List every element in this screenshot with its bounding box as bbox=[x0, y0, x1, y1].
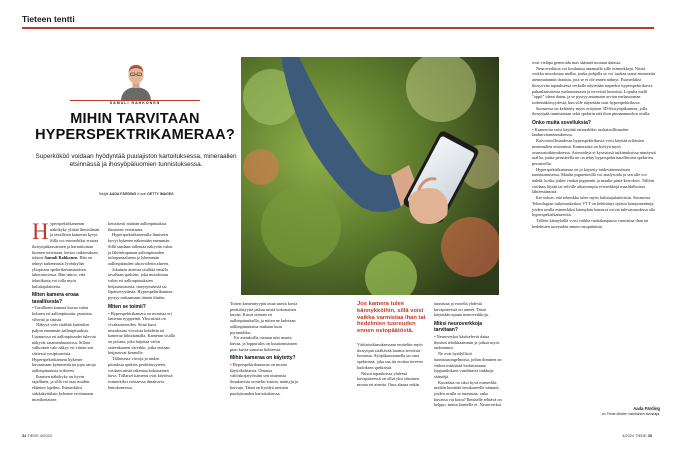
footer-mag-right: TIEDE bbox=[635, 433, 647, 438]
paragraph: Itse uskon, että tekniikka tulee myös kuluttajalaitteisiin. Suomessa Teknologian tutkimuskeskus VTT on kehittänyt optisia komponentteja, joiden avulla esimerkiksi kännykän kamerat voivat tulevaisuudessa olla hyperspektrikameroita. bbox=[532, 195, 656, 218]
text-column-4 bbox=[357, 342, 425, 388]
signature-name: Aada Färding bbox=[633, 406, 660, 411]
subheading-difference: Miten kamera eroaa tavallisesta? bbox=[32, 292, 79, 305]
paragraph: Toisen kameratyypin ottaa useita kuvia perättäisyyttä jatkuu niistä kokonaisen kuvan. Kuvat otetaan eri aallonpituuksilla, ja niiten ne ladotaan aallonpituuksina mukaan kuin pyramidiksi. bbox=[230, 301, 298, 335]
paragraph: Tällöin kännykällä voisi vaikka ruokakaupassa varmistaa ihan tai hedelmien tuoreuden ennen ostopäätöstä. bbox=[532, 217, 649, 229]
text-column-2 bbox=[108, 221, 176, 390]
text-column-6 bbox=[532, 60, 656, 229]
pull-quote: Jos kamera tulee kännykköihin, sillä voisi vaikka varmistaa ihan tai hedelmien tuoreuden ennen ostopäätöstä. bbox=[357, 301, 426, 335]
paragraph: Hyperspektrikameralla ihmiseen kyvyt kykenee näkemään enemmän. Sillä saadaan tallentaa näkyvän valon ja lähiinfrapunan aallonpituuden infrapunaalueen ja lyhemmän aallonpituuden ultravioletin alueen. bbox=[108, 232, 173, 266]
credits-prefix: Tekijät bbox=[98, 192, 109, 196]
paragraph: Näkyvä valo sisältää kuitenkin paljon enemmän aallonpituuksia. Luonnossa eri aallonpituudet tuleviat näkyvät satamenhaaroissa. Silloin valkoinen valo näkyy eri värein sen siirtessä vesipisaroista. Hyperspektrikamera kykenee kuvaamaan kymmeniä tai jopa satoja aallonpituuksia erikseen. bbox=[32, 322, 96, 374]
page-number-right: 35 bbox=[647, 433, 652, 438]
article-credits bbox=[32, 192, 240, 196]
paragraph: Kuvadata on siksi hyvä esimerkki: mitäön kiinittää tietokoneelle säännöt, joiden avulla se tunnistaa, onko kuvassa vai koira? Ihmiselle tehtävä on helppo, mutta koneelle ei. Neuroverkot bbox=[434, 379, 502, 408]
author-signature bbox=[530, 406, 660, 416]
paragraph: ▪ Hyperspektrikameraa on monia käyttökohtaista. Omassa väitöskirjatyössäni sen ottamista ilmakuvista erottelin kuusia, mäntyjä ja koivuja. Tämä on hyödyä metsien puulajisuuden kartoituksessa. bbox=[230, 362, 298, 396]
footer-left bbox=[22, 433, 52, 438]
paragraph: Suomessa on kehitetty myös erityinen 3D-ihosyöpäkamera, jolla ihosyöpää tunnistetaan sekä spektrin että ihon pinnanmuodon avulla. bbox=[532, 105, 651, 117]
paragraph: ▪ Tavallinen kamera kuvaa valon kolmea eri aallonpituutta: punaista, vihreää ja sinistä. bbox=[32, 305, 93, 322]
credits-photo: GETTY IMAGES bbox=[147, 192, 174, 196]
paragraph: Ne ovat hyödyllisiä tunnistusongelmissa, joihin ihminen on vaikea määrittää luokittamaan lopputuloksen vaadittavia tiukkoja sääntöjä. bbox=[434, 351, 502, 379]
subheading-neural-networks: Miksi neuroverkkoja tarvitaan? bbox=[434, 321, 483, 334]
paragraph: Hyperspektrikameraa on jo käytetty taideväärennösten tunnistamisessa. Maalin pigmenteillä voi analysoida ja sen alle voi nähdä, koska jotkin vanhat pigmentit ja maalin pinta-kerrokset. Tällöin voidaan löytää tai selville aikaisempia ei-merkkejä maalikilboissa lähteestämistä. bbox=[532, 166, 655, 195]
section-label: Tieteen tentti bbox=[22, 14, 75, 24]
headline-line-1: MIHIN TARVITAAN bbox=[70, 111, 200, 127]
headline-line-2: HYPERSPEKTRIKAMERAA? bbox=[35, 127, 235, 143]
footer-issue-left: 4/2024 bbox=[39, 433, 52, 438]
article-headline bbox=[30, 111, 240, 143]
subheading-uses: Mihin kameraa on käytetty? bbox=[230, 355, 296, 362]
drop-cap: H bbox=[32, 218, 49, 244]
paragraph: Väitöstutkimuksessani erotteltin myös ihosyöpiä sisältävää luomia terveistä luomista. Syöpäkasvaimella on oma spektrinsä, joka saa tin erottaa terveen kudoksen spektristä. bbox=[357, 342, 423, 370]
footer-issue-right: 4/2024 bbox=[622, 433, 635, 438]
article-lede: Superkököö voidaan hyödyntää puulajiston kartoituksessa, mineraalien etsinnässä ja ihosyöpäluomien tunnistuksessa. bbox=[35, 153, 237, 169]
page-number-left: 34 bbox=[22, 433, 27, 438]
footer-right bbox=[622, 433, 652, 438]
text-column-1 bbox=[32, 218, 100, 402]
paragraph: Niissä tapauksissa yhdessä kuvapisteessä on ollut yksi tekninen monta eri ainetta. Oma alansa onkin bbox=[357, 370, 420, 387]
grocery-phone-photo-icon bbox=[241, 57, 499, 295]
paragraph: ovat vieläpa generoida mas säännöt moraan datasta. bbox=[532, 60, 622, 65]
paragraph: Jokainen aineosa sisältää omalla tavallaan spektrin, joka muodostuu valon eri aallonpituuksien heijastumisesta, imeytymisestä tai läpäisevyydestä. Hyperspektrikamera pystyy mittaamaan tämän ilmiön. bbox=[108, 266, 173, 301]
paragraph: Tällaisesta viivoja ja niiden pituuksia spektrit perättäisyyteen, voidaan niistä rakentaa kokonainen kuva. Tällaiset kamerat ovat käytössä esimerkiksi viettaessa ilmakuvia lentokoneesta. bbox=[108, 356, 173, 390]
subheading-other-applications: Onko muita sovelluksia? bbox=[532, 120, 591, 127]
author-name: SAMULI RAHKONEN bbox=[109, 101, 161, 105]
paragraph: ▪ Neuroverkot käsittelevät dataa ihmisiä tehokkaammin ja jotkaa myös tarkemmin. bbox=[434, 334, 500, 351]
paragraph: Neuroverkkoa voi koulutusa antamalla sille esimerkkejä. Niistä verkko muodostaa mallin, jonka pohjalla se voi tuottaa uusia ennustettä aiemmattamin dataista, jota se ei ole ennen nähnyt. Esimerkiksi ihosyövän tapauksessa verkolle näytetään tarpeeksi hyperspektrikuvia pahanlaatuisesta melanoomasta ja terveistä luomista. Lopulta malli "oppii" idean datan, ja se pystyy antamaan arvion melanooman todennäköisyydestä, kun sille näytetään uusi hyperspektrikuva. bbox=[532, 65, 655, 105]
intro-paragraph: Hyperspektrikameran näkökyky ylittää ihmisilmän ja tavallisen kameran kyvyt. Sillä voi esimerkiksi erottaa ihosyöpäkasvaimen ja harmittoman luomen toisistaan, kertoo tutkimuksen tohtori Samuli Rahkonen. Hän on tehnyt tarkennusta Jyväskylän yliopiston spektrikuvantamisen laboratoriossa. Hän uskoo, että tekniikasta voi tulla myös kuluttajalaitteita. bbox=[32, 218, 100, 289]
paragraph: ▪ Kameroita voisi käyttää esimerkiksi ruokateollisuuden laadunvarmennuksessa. bbox=[532, 126, 629, 138]
paragraph: Ihmisen näkökyky on hyvin rajallinen, ja sillä voi taas muihin eläinten lajeihin. Esimerkiksi sirkkakyttälain kykenee erottamaan monikertaisen bbox=[32, 373, 94, 402]
credits-kuvat: Kuvat bbox=[137, 192, 147, 196]
paragraph: Eri asetuksilla otetaan niin monta kuvaa, ja lopputulos on kuutionmainen pino kuvia samasta kohteesta. bbox=[230, 335, 297, 352]
signature-role: on Tiede-lehden vakituinen avustaja. bbox=[601, 411, 660, 416]
text-column-3 bbox=[230, 301, 298, 396]
text-column-5 bbox=[434, 301, 502, 408]
credits-writer: AADA FÄRDING bbox=[109, 192, 137, 196]
article-photo bbox=[241, 57, 499, 295]
footer-mag-left: TIEDE bbox=[27, 433, 39, 438]
author-portrait-icon bbox=[118, 60, 154, 100]
author-portrait bbox=[118, 60, 154, 100]
paragraph: tunnistaa ja erotella yhdestä kuvapisteestä eri aineet. Tässä käytetään apuna neuroverkkoja. bbox=[434, 301, 489, 318]
subheading-how-it-works: Miten se toimii? bbox=[108, 303, 146, 310]
section-rule bbox=[22, 27, 654, 29]
paragraph: ▪ Hyperspektrikamera on monissa eri laitteina tyyppeinä. Yksi niistä on vivakameroiden. Siinä kuva muodostuu viivoista kohdetta tai kameraa liikuttamalla. Kameran sisällä on prisma, joka hajottaa valon sateenkaaren väreihin, jotka otetaan heijastuvat kennolle. bbox=[108, 310, 176, 356]
paragraph: kertaisesti määrän aallonpituuksia ihmiseen verrattuna. bbox=[108, 221, 167, 232]
paragraph: Kaivosteollisuudessa hyperspektrikuvia voisi käyttää erilaisten mineraalien etsinnässä. Kameraista on hyötyä myös avaruustutkimuksessa. Asteroideja ei kyseisissä tutkimuksissa nimitystä mallia, jonka perusteella ne on tehty hyperspektrisatelliittien spektrien perusteella. bbox=[532, 138, 656, 166]
